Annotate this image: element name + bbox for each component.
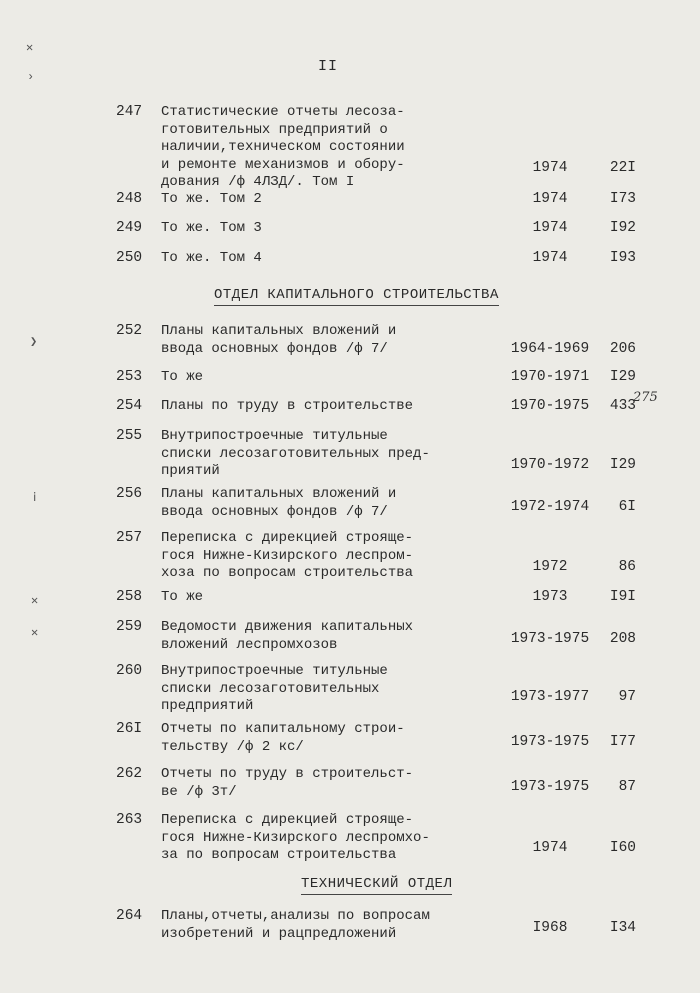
section-heading-technical: [301, 876, 452, 895]
item-sheets: I29: [609, 369, 636, 385]
margin-mark: ›: [27, 70, 35, 84]
item-number: 247: [116, 104, 143, 120]
item-number: 250: [116, 250, 143, 266]
section-heading-capital: [214, 287, 499, 306]
item-years: 1972: [532, 559, 568, 575]
item-sheets: I73: [609, 191, 636, 207]
item-description: То же. Том 4: [161, 250, 262, 266]
item-sheets: I60: [609, 840, 636, 856]
item-description: Планы капитальных вложений и ввода основных фондов /ф 7/: [161, 486, 397, 520]
item-number: 262: [116, 766, 143, 782]
margin-mark: ✕: [31, 594, 39, 608]
item-description: То же: [161, 369, 204, 385]
item-description: То же. Том 3: [161, 220, 262, 236]
item-years: 1973-1975: [510, 631, 590, 647]
item-years: 1973-1977: [510, 689, 590, 705]
item-description: Планы по труду в строительстве: [161, 398, 414, 414]
item-number: 254: [116, 398, 143, 414]
item-sheets: 6I: [618, 499, 636, 515]
item-description: Переписка с дирекцией строяще- гося Нижне-Кизирского леспром- хоза по вопросам строительства: [161, 530, 414, 581]
item-years: I968: [532, 920, 568, 936]
item-description: Отчеты по труду в строительст- ве /ф 3т/: [161, 766, 414, 800]
item-description: То же. Том 2: [161, 191, 262, 207]
item-years: 1973-1975: [510, 734, 590, 750]
item-sheets: 208: [609, 631, 636, 647]
item-description: Планы капитальных вложений и ввода основных фондов /ф 7/: [161, 323, 397, 357]
item-number: 257: [116, 530, 143, 546]
item-years: 1970-1972: [510, 457, 590, 473]
item-sheets: 206: [609, 341, 636, 357]
item-description: Внутрипостроечные титульные списки лесозаготовительных пред- приятий: [161, 428, 430, 479]
item-description: Отчеты по капитальному строи- тельству /ф 2 кс/: [161, 721, 405, 755]
item-number: 258: [116, 589, 143, 605]
item-sheets: 22I: [609, 160, 636, 176]
item-years: 1972-1974: [510, 499, 590, 515]
item-sheets: I77: [609, 734, 636, 750]
item-description: Ведомости движения капитальных вложений леспромхозов: [161, 619, 414, 653]
item-number: 263: [116, 812, 143, 828]
item-number: 249: [116, 220, 143, 236]
margin-mark: ✕: [31, 626, 39, 640]
item-description: То же: [161, 589, 204, 605]
item-number: 26I: [116, 721, 143, 737]
item-number: 256: [116, 486, 143, 502]
item-description: Планы,отчеты,анализы по вопросам изобретений и рацпредложений: [161, 908, 430, 942]
item-years: 1974: [532, 191, 568, 207]
item-sheets: I34: [609, 920, 636, 936]
handwritten-correction: 275: [633, 390, 658, 405]
item-description: Переписка с дирекцией строяще- гося Нижне-Кизирского леспромхо- за по вопросам строительства: [161, 812, 430, 863]
item-sheets: I29: [609, 457, 636, 473]
item-sheets: I93: [609, 250, 636, 266]
item-number: 264: [116, 908, 143, 924]
section-underline: [301, 894, 452, 895]
page-number: II: [318, 58, 339, 75]
item-years: 1970-1971: [510, 369, 590, 385]
section-title: ТЕХНИЧЕСКИЙ ОТДЕЛ: [301, 876, 453, 892]
margin-mark: ❯: [30, 335, 38, 349]
item-years: 1964-1969: [510, 341, 590, 357]
item-sheets: I92: [609, 220, 636, 236]
item-years: 1970-1975: [510, 398, 590, 414]
margin-mark: ⅰ: [33, 491, 37, 505]
item-description: Внутрипостроечные титульные списки лесозаготовительных предприятий: [161, 663, 388, 714]
item-sheets: 87: [618, 779, 636, 795]
item-years: 1974: [532, 160, 568, 176]
section-title: ОТДЕЛ КАПИТАЛЬНОГО СТРОИТЕЛЬСТВА: [214, 287, 499, 303]
item-number: 255: [116, 428, 143, 444]
item-number: 260: [116, 663, 143, 679]
item-number: 253: [116, 369, 143, 385]
item-number: 248: [116, 191, 143, 207]
item-sheets: 86: [618, 559, 636, 575]
item-number: 259: [116, 619, 143, 635]
item-years: 1974: [532, 250, 568, 266]
item-description: Статистические отчеты лесоза- готовительных предприятий о наличии,техническом состоянии и ремонте механизмов и обору- дования /ф 4ЛЗД/. Том I: [161, 104, 405, 190]
section-underline: [214, 305, 499, 306]
item-number: 252: [116, 323, 143, 339]
item-sheets: 97: [618, 689, 636, 705]
margin-mark: ✕: [26, 41, 34, 55]
item-years: 1974: [532, 220, 568, 236]
item-sheets: I9I: [609, 589, 636, 605]
item-years: 1973-1975: [510, 779, 590, 795]
item-years: 1973: [532, 589, 568, 605]
item-years: 1974: [532, 840, 568, 856]
item-sheets: 433: [609, 398, 636, 414]
